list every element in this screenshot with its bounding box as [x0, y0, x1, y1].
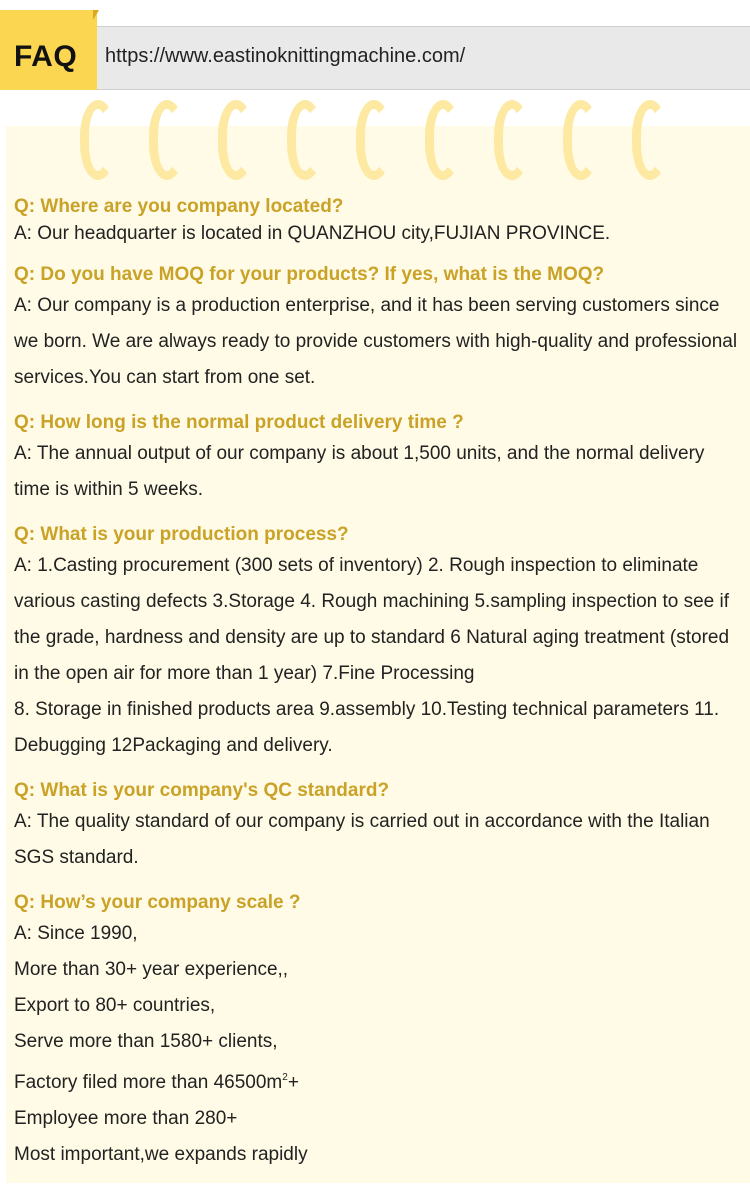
- faq-item: [14, 890, 742, 1173]
- answer: A: The annual output of our company is about 1,500 units, and the normal delivery time is within 5 weeks.: [14, 443, 705, 500]
- ring-icon: [563, 100, 599, 180]
- question: Q: What is your company's QC standard?: [14, 780, 390, 801]
- faq-item: [14, 194, 742, 248]
- ring-icon: [287, 100, 323, 180]
- header: [0, 0, 750, 90]
- answer: A: Our headquarter is located in QUANZHOU city,FUJIAN PROVINCE.: [14, 223, 611, 244]
- faq-item: [14, 778, 742, 876]
- question: Q: How long is the normal product delivery time ?: [14, 412, 464, 433]
- scale-line: Employee more than 280+: [14, 1108, 238, 1129]
- ring-icon: [356, 100, 392, 180]
- question: Q: What is your production process?: [14, 524, 349, 545]
- scale-line: Export to 80+ countries,: [14, 995, 216, 1016]
- ring-icon: [80, 100, 116, 180]
- faq-item: [14, 410, 742, 508]
- question: Q: How’s your company scale ?: [14, 892, 301, 913]
- scale-line: More than 30+ year experience,,: [14, 959, 289, 980]
- answer: A: 1.Casting procurement (300 sets of inventory) 2. Rough inspection to eliminate various casting defects 3.Storage 4. Rough machining 5.sampling inspection to see if the grade, hardness and density are up to standard 6 Natural aging treatment (stored in the open air for more than 1 year) 7.Fine Processing: [14, 555, 730, 684]
- scale-line-area: [14, 1060, 742, 1101]
- area-text: Factory filed more than 46500m: [14, 1072, 283, 1093]
- faq-item: [14, 522, 742, 764]
- question: Q: Where are you company located?: [14, 196, 344, 217]
- url-text: https://www.eastinoknittingmachine.com/: [105, 45, 466, 67]
- area-plus: +: [287, 1072, 299, 1093]
- answer: A: The quality standard of our company is carried out in accordance with the Italian SGS standard.: [14, 811, 710, 868]
- answer-continued: 8. Storage in finished products area 9.assembly 10.Testing technical parameters 11. Debugging 12Packaging and delivery.: [14, 699, 720, 756]
- ring-icon: [149, 100, 185, 180]
- url-bar: [97, 26, 750, 90]
- scale-line: Most important,we expands rapidly: [14, 1144, 308, 1165]
- faq-title: FAQ: [14, 40, 78, 73]
- scale-line: Serve more than 1580+ clients,: [14, 1031, 278, 1052]
- faq-item: [14, 262, 742, 396]
- scale-line: A: Since 1990,: [14, 923, 138, 944]
- question: Q: Do you have MOQ for your products? If yes, what is the MOQ?: [14, 264, 605, 285]
- faq-list: [14, 194, 742, 1187]
- area-superscript: 2: [282, 1072, 288, 1083]
- ring-icon: [218, 100, 254, 180]
- ring-icon: [632, 100, 668, 180]
- badge-fold: [93, 10, 99, 20]
- faq-badge: [0, 10, 97, 90]
- answer: A: Our company is a production enterprise, and it has been serving customers since we born. We are always ready to provide customers with high-quality and professional services.You can start from one set.: [14, 295, 738, 388]
- ring-icon: [425, 100, 461, 180]
- ring-icon: [494, 100, 530, 180]
- binder-rings: [80, 100, 680, 180]
